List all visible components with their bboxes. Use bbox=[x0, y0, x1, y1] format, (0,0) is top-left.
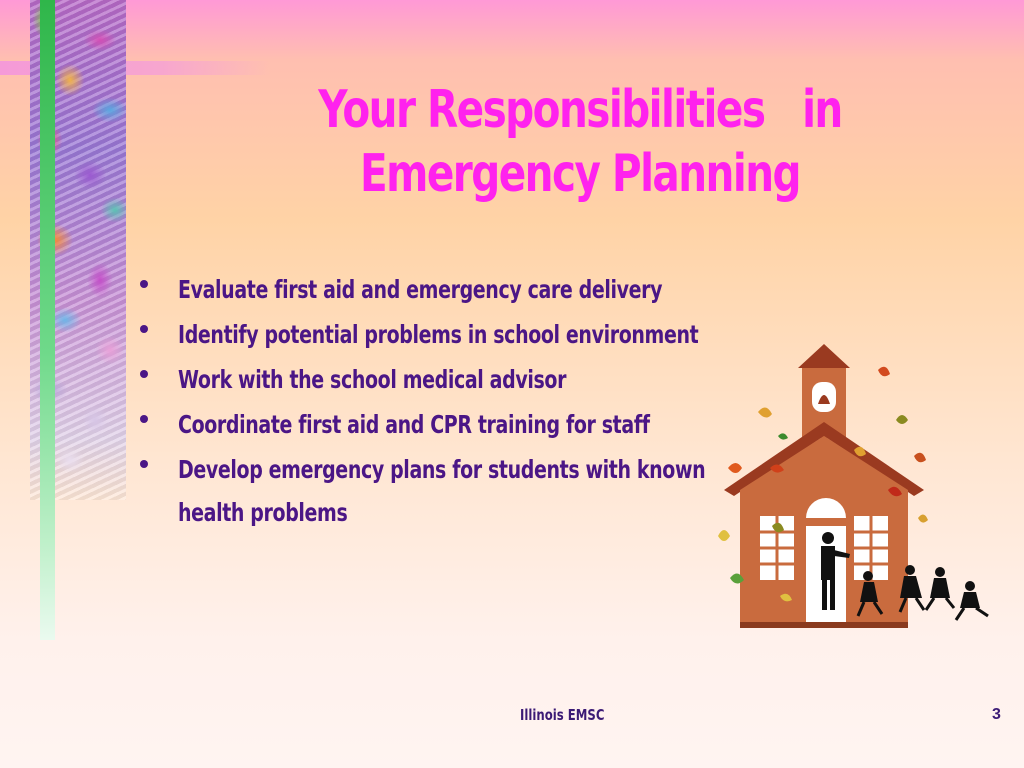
building-base bbox=[740, 622, 908, 628]
bullet-item: Coordinate first aid and CPR training for staff bbox=[140, 403, 708, 446]
child-silhouette-icon bbox=[926, 567, 954, 610]
bullet-item: Evaluate first aid and emergency care delivery bbox=[140, 268, 708, 311]
belfry-roof bbox=[798, 344, 850, 368]
bullet-dot-icon bbox=[140, 325, 148, 333]
decorative-green-line bbox=[40, 0, 55, 640]
child-silhouette-icon bbox=[956, 581, 988, 620]
bullet-item: Identify potential problems in school environment bbox=[140, 313, 708, 356]
bullet-item: Work with the school medical advisor bbox=[140, 358, 708, 401]
bullet-dot-icon bbox=[140, 280, 148, 288]
bullet-dot-icon bbox=[140, 415, 148, 423]
title-line-1: Your Responsibilities in bbox=[318, 80, 842, 140]
title-line-2: Emergency Planning bbox=[360, 144, 800, 204]
footer-organization: Illinois EMSC bbox=[520, 706, 605, 724]
page-number: 3 bbox=[992, 706, 1001, 723]
slide-title bbox=[276, 78, 884, 206]
bullet-list bbox=[140, 268, 708, 536]
schoolhouse-clipart bbox=[718, 340, 1000, 630]
bullet-dot-icon bbox=[140, 460, 148, 468]
bullet-dot-icon bbox=[140, 370, 148, 378]
bullet-item: Develop emergency plans for students with known health problems bbox=[140, 448, 708, 534]
